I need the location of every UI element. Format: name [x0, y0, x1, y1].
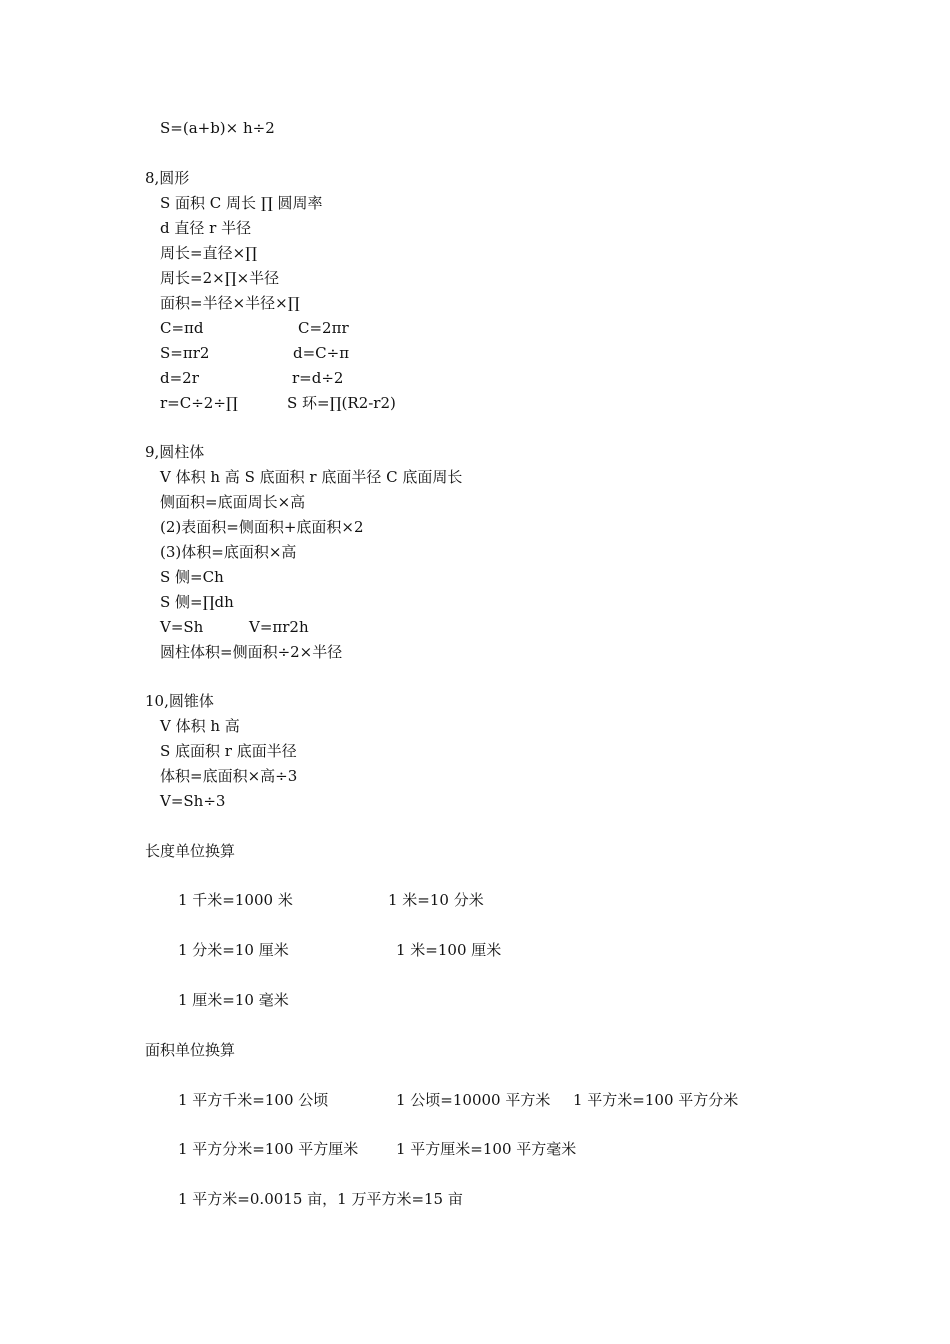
circle-formula-6b: r=d÷2 — [292, 369, 344, 387]
cylinder-formula-6a: V=Sh — [160, 618, 204, 636]
area-heading: 面积单位换算 — [145, 1041, 236, 1059]
cone-legend-2: S 底面积 r 底面半径 — [160, 742, 297, 760]
circle-line-1: 周长=直径×∏ — [160, 244, 258, 262]
length-row-3a: 1 厘米=10 毫米 — [178, 991, 289, 1009]
circle-line-2: 周长=2×∏×半径 — [160, 269, 280, 287]
circle-legend-2: d 直径 r 半径 — [160, 219, 252, 237]
circle-formula-5a: S=πr2 — [160, 344, 210, 362]
area-row-1b: 1 公顷=10000 平方米 — [396, 1091, 551, 1109]
cylinder-line-5: S 侧=∏dh — [160, 593, 234, 611]
cylinder-heading: 9,圆柱体 — [145, 443, 205, 461]
cone-line-2: V=Sh÷3 — [160, 792, 226, 810]
circle-formula-7a: r=C÷2÷∏ — [160, 394, 238, 412]
length-heading: 长度单位换算 — [145, 842, 236, 860]
cone-legend-1: V 体积 h 高 — [160, 717, 240, 735]
circle-heading: 8,圆形 — [145, 169, 190, 187]
circle-legend-1: S 面积 C 周长 ∏ 圆周率 — [160, 194, 323, 212]
cylinder-line-7: 圆柱体积=侧面积÷2×半径 — [160, 643, 343, 661]
cylinder-formula-6b: V=πr2h — [249, 618, 309, 636]
area-row-1a: 1 平方千米=100 公顷 — [178, 1091, 329, 1109]
circle-formula-7b: S 环=∏(R2-r2) — [287, 394, 396, 412]
length-row-2b: 1 米=100 厘米 — [396, 941, 502, 959]
circle-formula-6a: d=2r — [160, 369, 199, 387]
area-row-3a: 1 平方米=0.0015 亩，1 万平方米=15 亩 — [178, 1190, 463, 1208]
area-row-2b: 1 平方厘米=100 平方毫米 — [396, 1140, 577, 1158]
cylinder-line-1: 侧面积=底面周长×高 — [160, 493, 306, 511]
length-row-1b: 1 米=10 分米 — [388, 891, 484, 909]
cone-heading: 10,圆锥体 — [145, 692, 214, 710]
circle-formula-5b: d=C÷π — [293, 344, 350, 362]
area-row-1c: 1 平方米=100 平方分米 — [573, 1091, 739, 1109]
trapezoid-formula: S=(a+b)× h÷2 — [160, 119, 275, 137]
cylinder-line-2: (2)表面积=侧面积+底面积×2 — [160, 518, 364, 536]
cylinder-legend: V 体积 h 高 S 底面积 r 底面半径 C 底面周长 — [160, 468, 463, 486]
circle-line-3: 面积=半径×半径×∏ — [160, 294, 300, 312]
circle-formula-4a: C=πd — [160, 319, 204, 337]
circle-formula-4b: C=2πr — [298, 319, 349, 337]
area-row-2a: 1 平方分米=100 平方厘米 — [178, 1140, 359, 1158]
cylinder-line-3: (3)体积=底面积×高 — [160, 543, 297, 561]
length-row-1a: 1 千米=1000 米 — [178, 891, 293, 909]
length-row-2a: 1 分米=10 厘米 — [178, 941, 289, 959]
cylinder-line-4: S 侧=Ch — [160, 568, 224, 586]
cone-line-1: 体积=底面积×高÷3 — [160, 767, 298, 785]
